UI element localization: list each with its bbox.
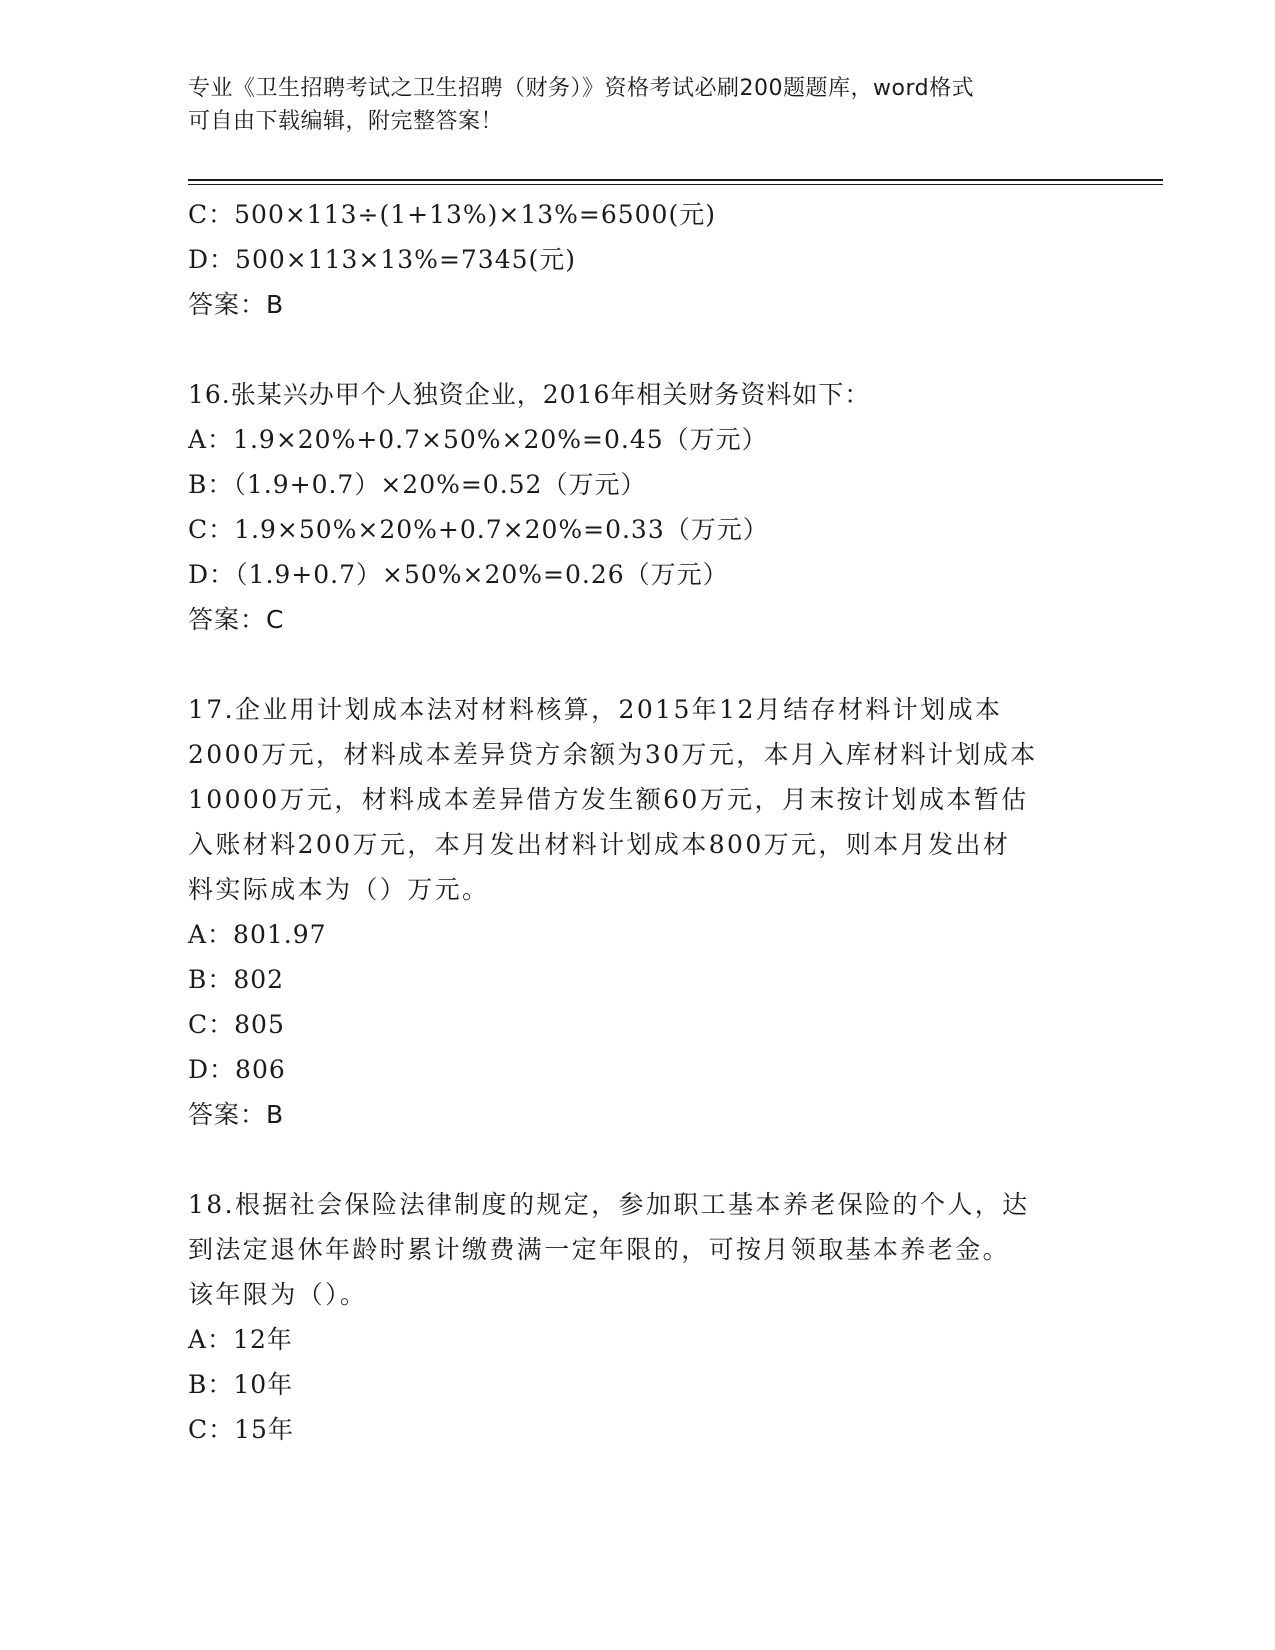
question-15-tail — [188, 192, 1088, 327]
question-text-line: 17.企业用计划成本法对材料核算，2015年12月结存材料计划成本 — [188, 695, 1003, 724]
header-title-line-1: 专业《卫生招聘考试之卫生招聘（财务）》资格考试必刷200题题库，word格式 — [188, 76, 975, 101]
question-text-line: 10000万元，材料成本差异借方发生额60万元，月末按计划成本暂估 — [188, 785, 1029, 814]
question-text-line: 到法定退休年龄时累计缴费满一定年限的，可按月领取基本养老金。 — [188, 1235, 1011, 1264]
header-divider-thick — [188, 179, 1163, 181]
question-text-line: 18.根据社会保险法律制度的规定，参加职工基本养老保险的个人，达 — [188, 1190, 1030, 1219]
question-text-line: 入账材料200万元，本月发出材料计划成本800万元，则本月发出材 — [188, 830, 1011, 859]
option-c: C：15年 — [188, 1415, 294, 1444]
document-header — [188, 72, 1088, 138]
spacer — [188, 1137, 1088, 1182]
option-a: A：12年 — [188, 1325, 293, 1354]
option-d: D：（1.9+0.7）×50%×20%=0.26（万元） — [188, 560, 729, 589]
option-c: C：1.9×50%×20%+0.7×20%=0.33（万元） — [188, 515, 769, 544]
option-d: D：500×113×13%=7345(元) — [188, 245, 577, 274]
header-title-line-2: 可自由下载编辑，附完整答案！ — [188, 109, 504, 134]
option-c: C：500×113÷(1+13%)×13%=6500(元) — [188, 200, 716, 229]
question-18 — [188, 1182, 1088, 1452]
answer-label: 答案：C — [188, 605, 285, 634]
question-16 — [188, 372, 1088, 642]
question-text-line: 该年限为（）。 — [188, 1280, 368, 1309]
option-d: D：806 — [188, 1055, 286, 1084]
option-b: B：（1.9+0.7）×20%=0.52（万元） — [188, 470, 647, 499]
question-text-line: 2000万元，材料成本差异贷方余额为30万元，本月入库材料计划成本 — [188, 740, 1038, 769]
spacer — [188, 327, 1088, 372]
document-body — [188, 192, 1088, 1452]
spacer — [188, 642, 1088, 687]
option-b: B：10年 — [188, 1370, 294, 1399]
option-b: B：802 — [188, 965, 285, 994]
question-17 — [188, 687, 1088, 1137]
option-a: A：1.9×20%+0.7×50%×20%=0.45（万元） — [188, 425, 768, 454]
header-divider-thin — [188, 184, 1163, 185]
option-c: C：805 — [188, 1010, 285, 1039]
answer-label: 答案：B — [188, 290, 285, 319]
option-a: A：801.97 — [188, 920, 327, 949]
answer-label: 答案：B — [188, 1100, 285, 1129]
question-text: 16.张某兴办甲个人独资企业，2016年相关财务资料如下： — [188, 380, 871, 409]
question-text-line: 料实际成本为（）万元。 — [188, 875, 490, 904]
